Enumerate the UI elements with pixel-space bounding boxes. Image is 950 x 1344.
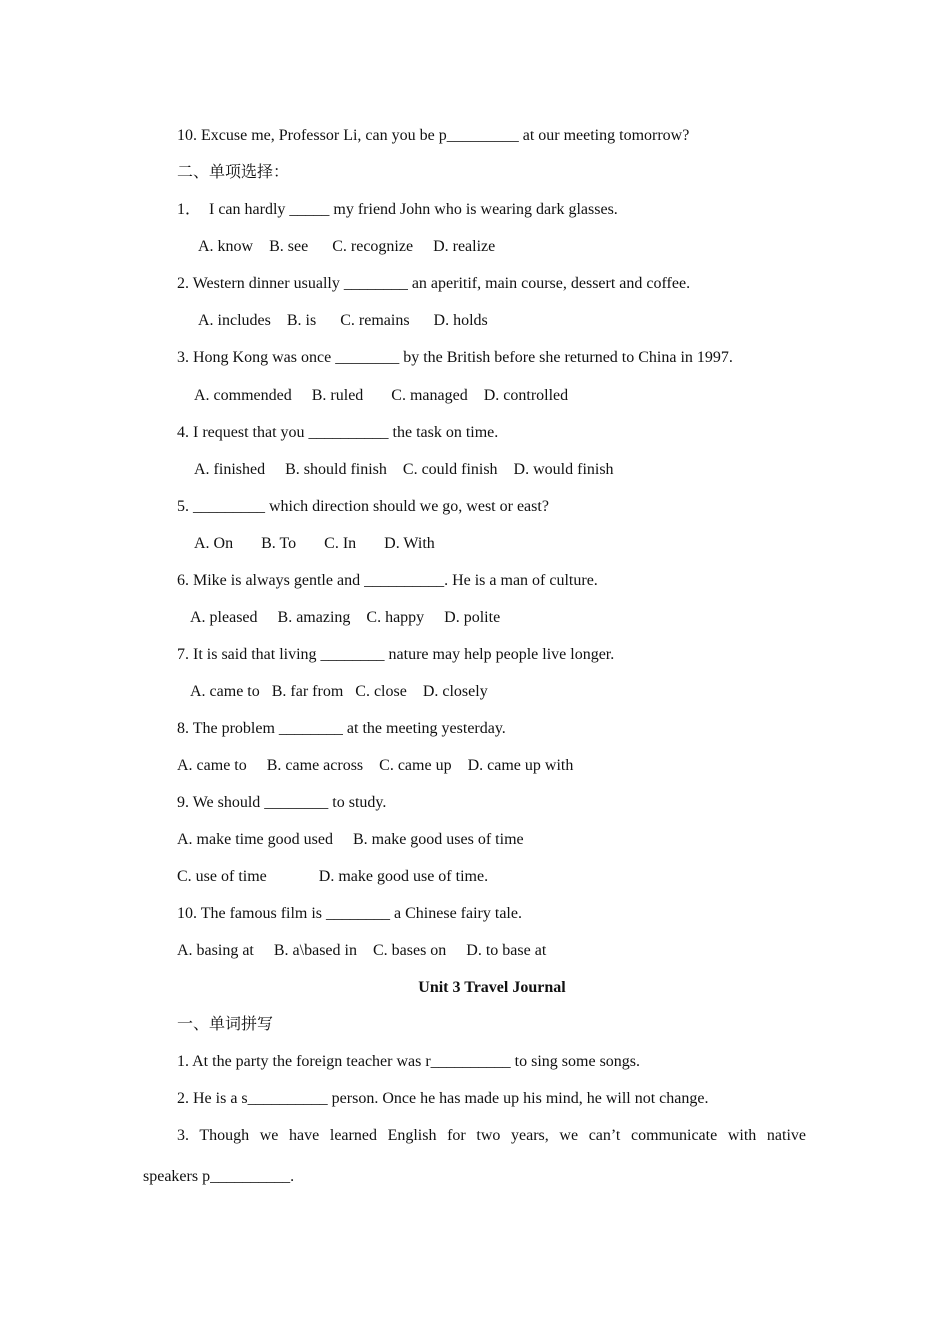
mc-options-2: A. includes B. is C. remains D. holds xyxy=(198,312,488,329)
mc-options-9-row-2: C. use of time D. make good use of time. xyxy=(177,868,489,885)
mc-question-2: 2. Western dinner usually ________ an aperitif, main course, dessert and coffee. xyxy=(177,275,691,292)
mc-options-4: A. finished B. should finish C. could finish D. would finish xyxy=(194,461,614,478)
mc-question-6: 6. Mike is always gentle and __________. He is a man of culture. xyxy=(177,572,598,589)
mc-options-7: A. came to B. far from C. close D. closely xyxy=(190,683,488,700)
mc-options-5: A. On B. To C. In D. With xyxy=(194,535,435,552)
mc-question-5: 5. _________ which direction should we go, west or east? xyxy=(177,498,549,515)
spelling-question-2: 2. He is a s__________ person. Once he has made up his mind, he will not change. xyxy=(177,1090,709,1107)
mc-question-10: 10. The famous film is ________ a Chinese fairy tale. xyxy=(177,905,522,922)
mc-options-9-row-1: A. make time good used B. make good uses of time xyxy=(177,831,524,848)
spelling-question-1: 1. At the party the foreign teacher was r__________ to sing some songs. xyxy=(177,1053,641,1070)
mc-question-3: 3. Hong Kong was once ________ by the British before she returned to China in 1997. xyxy=(177,349,733,366)
mc-options-10: A. basing at B. a\based in C. bases on D. to base at xyxy=(177,942,547,959)
mc-question-7: 7. It is said that living ________ nature may help people live longer. xyxy=(177,646,615,663)
mc-question-4: 4. I request that you __________ the task on time. xyxy=(177,424,499,441)
mc-question-8: 8. The problem ________ at the meeting yesterday. xyxy=(177,720,506,737)
question-10-spelling: 10. Excuse me, Professor Li, can you be p_________ at our meeting tomorrow? xyxy=(177,127,690,144)
unit-title: Unit 3 Travel Journal xyxy=(418,979,566,996)
mc-options-3: A. commended B. ruled C. managed D. controlled xyxy=(194,387,569,404)
mc-question-9: 9. We should ________ to study. xyxy=(177,794,387,811)
section-heading-spelling: 一、单词拼写 xyxy=(177,1016,274,1033)
mc-options-8: A. came to B. came across C. came up D. came up with xyxy=(177,757,574,774)
mc-options-1: A. know B. see C. recognize D. realize xyxy=(198,238,496,255)
mc-options-6: A. pleased B. amazing C. happy D. polite xyxy=(190,609,501,626)
spelling-question-3-line-2: speakers p__________. xyxy=(143,1168,295,1185)
section-heading-multiple-choice: 二、单项选择： xyxy=(177,164,290,181)
spelling-question-3-line-1: 3. Though we have learned English for two years, we can’t communicate with native xyxy=(177,1127,806,1144)
mc-question-1: 1． I can hardly _____ my friend John who is wearing dark glasses. xyxy=(177,201,618,218)
